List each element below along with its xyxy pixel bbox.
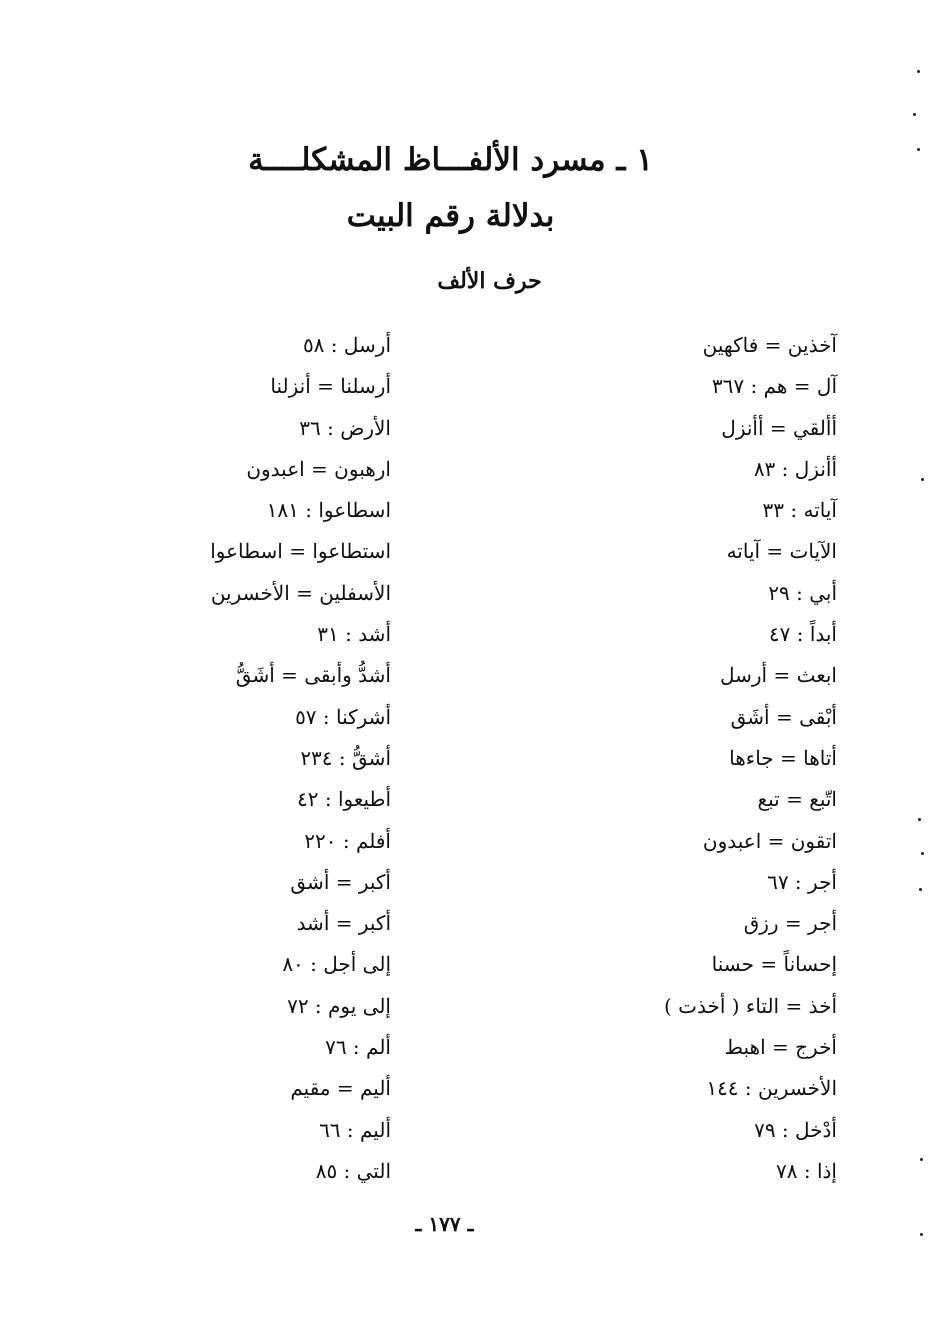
glossary-entry: اتّبع = تبع <box>757 787 837 812</box>
glossary-entry: اسطاعوا : ١٨١ <box>266 498 391 523</box>
scan-speck <box>921 478 924 481</box>
glossary-entry: ابعث = أرسل <box>719 663 837 688</box>
glossary-entry: أرسلنا = أنزلنا <box>270 374 391 399</box>
scan-speck <box>920 1233 923 1236</box>
glossary-entry: أبْقى = أشَق <box>730 704 837 729</box>
glossary-column-left <box>141 328 391 1195</box>
glossary-column-right <box>577 328 837 1195</box>
glossary-entry: أشركنا : ٥٧ <box>295 704 391 729</box>
glossary-entry: آل = هم : ٣٦٧ <box>711 374 837 399</box>
scan-speck <box>920 1158 923 1161</box>
glossary-entry: ارهبون = اعبدون <box>246 456 391 481</box>
glossary-entry: أأنزل : ٨٣ <box>753 456 837 481</box>
glossary-entry: أليم = مقيم <box>290 1076 391 1101</box>
glossary-entry: أليم : ٦٦ <box>319 1117 391 1142</box>
scan-speck <box>918 818 921 821</box>
glossary-entry: الآيات = آياته <box>726 539 837 564</box>
glossary-entry: أخذ = التاء ( أخذت ) <box>664 993 837 1018</box>
glossary-entry: إلى أجل : ٨٠ <box>282 952 391 977</box>
glossary-entry: إذا : ٧٨ <box>776 1158 837 1183</box>
page-number: ـ ١٧٧ ـ <box>415 1212 474 1236</box>
glossary-entry: أألقي = أأنزل <box>721 415 837 440</box>
glossary-entry: أشدُّ وأبقى = أشَقُّ <box>235 663 391 688</box>
glossary-entry: إحساناً = حسنا <box>711 952 837 977</box>
glossary-entry: أتاها = جاءها <box>729 745 837 770</box>
page-subtitle: بدلالة رقم البيت <box>346 198 555 234</box>
glossary-entry: الأخسرين : ١٤٤ <box>706 1076 837 1101</box>
glossary-entry: إلى يوم : ٧٢ <box>287 993 391 1018</box>
glossary-entry: استطاعوا = اسطاعوا <box>210 539 391 564</box>
glossary-entry: أطيعوا : ٤٢ <box>297 787 391 812</box>
glossary-entry: آياته : ٣٣ <box>762 498 837 523</box>
scan-speck <box>917 148 920 151</box>
glossary-entry: أخرج = اهبط <box>724 1035 837 1060</box>
scan-speck <box>921 852 924 855</box>
glossary-entry: ألم : ٧٦ <box>325 1035 391 1060</box>
glossary-entry: أجر : ٦٧ <box>767 869 837 894</box>
scan-speck <box>917 70 920 73</box>
page-title: ١ ـ مسرد الألفـــاظ المشكلــــة <box>248 142 653 178</box>
glossary-entry: أرسل : ٥٨ <box>302 333 391 357</box>
glossary-entry: التي : ٨٥ <box>315 1158 391 1183</box>
glossary-entry: أكبر = أشق <box>290 869 391 894</box>
glossary-entry: أشقُّ : ٢٣٤ <box>300 745 391 770</box>
scan-speck <box>913 113 916 116</box>
glossary-entry: أفلم : ٢٢٠ <box>304 828 391 853</box>
glossary-entry: الأرض : ٣٦ <box>299 415 391 440</box>
glossary-entry: الأسفلين = الأخسرين <box>210 580 391 605</box>
glossary-entry: أدْخل : ٧٩ <box>754 1117 837 1142</box>
glossary-entry: أجر = رزق <box>743 911 837 936</box>
glossary-entry: آخذين = فاكهين <box>702 333 837 357</box>
glossary-entry: أشد : ٣١ <box>317 622 391 647</box>
glossary-entry: أبداً : ٤٧ <box>768 622 837 647</box>
glossary-entry: أبي : ٢٩ <box>768 580 837 605</box>
scan-speck <box>919 888 922 891</box>
glossary-entry: أكبر = أشد <box>296 911 391 936</box>
section-heading: حرف الألف <box>437 268 542 294</box>
glossary-entry: اتقون = اعبدون <box>702 828 837 853</box>
